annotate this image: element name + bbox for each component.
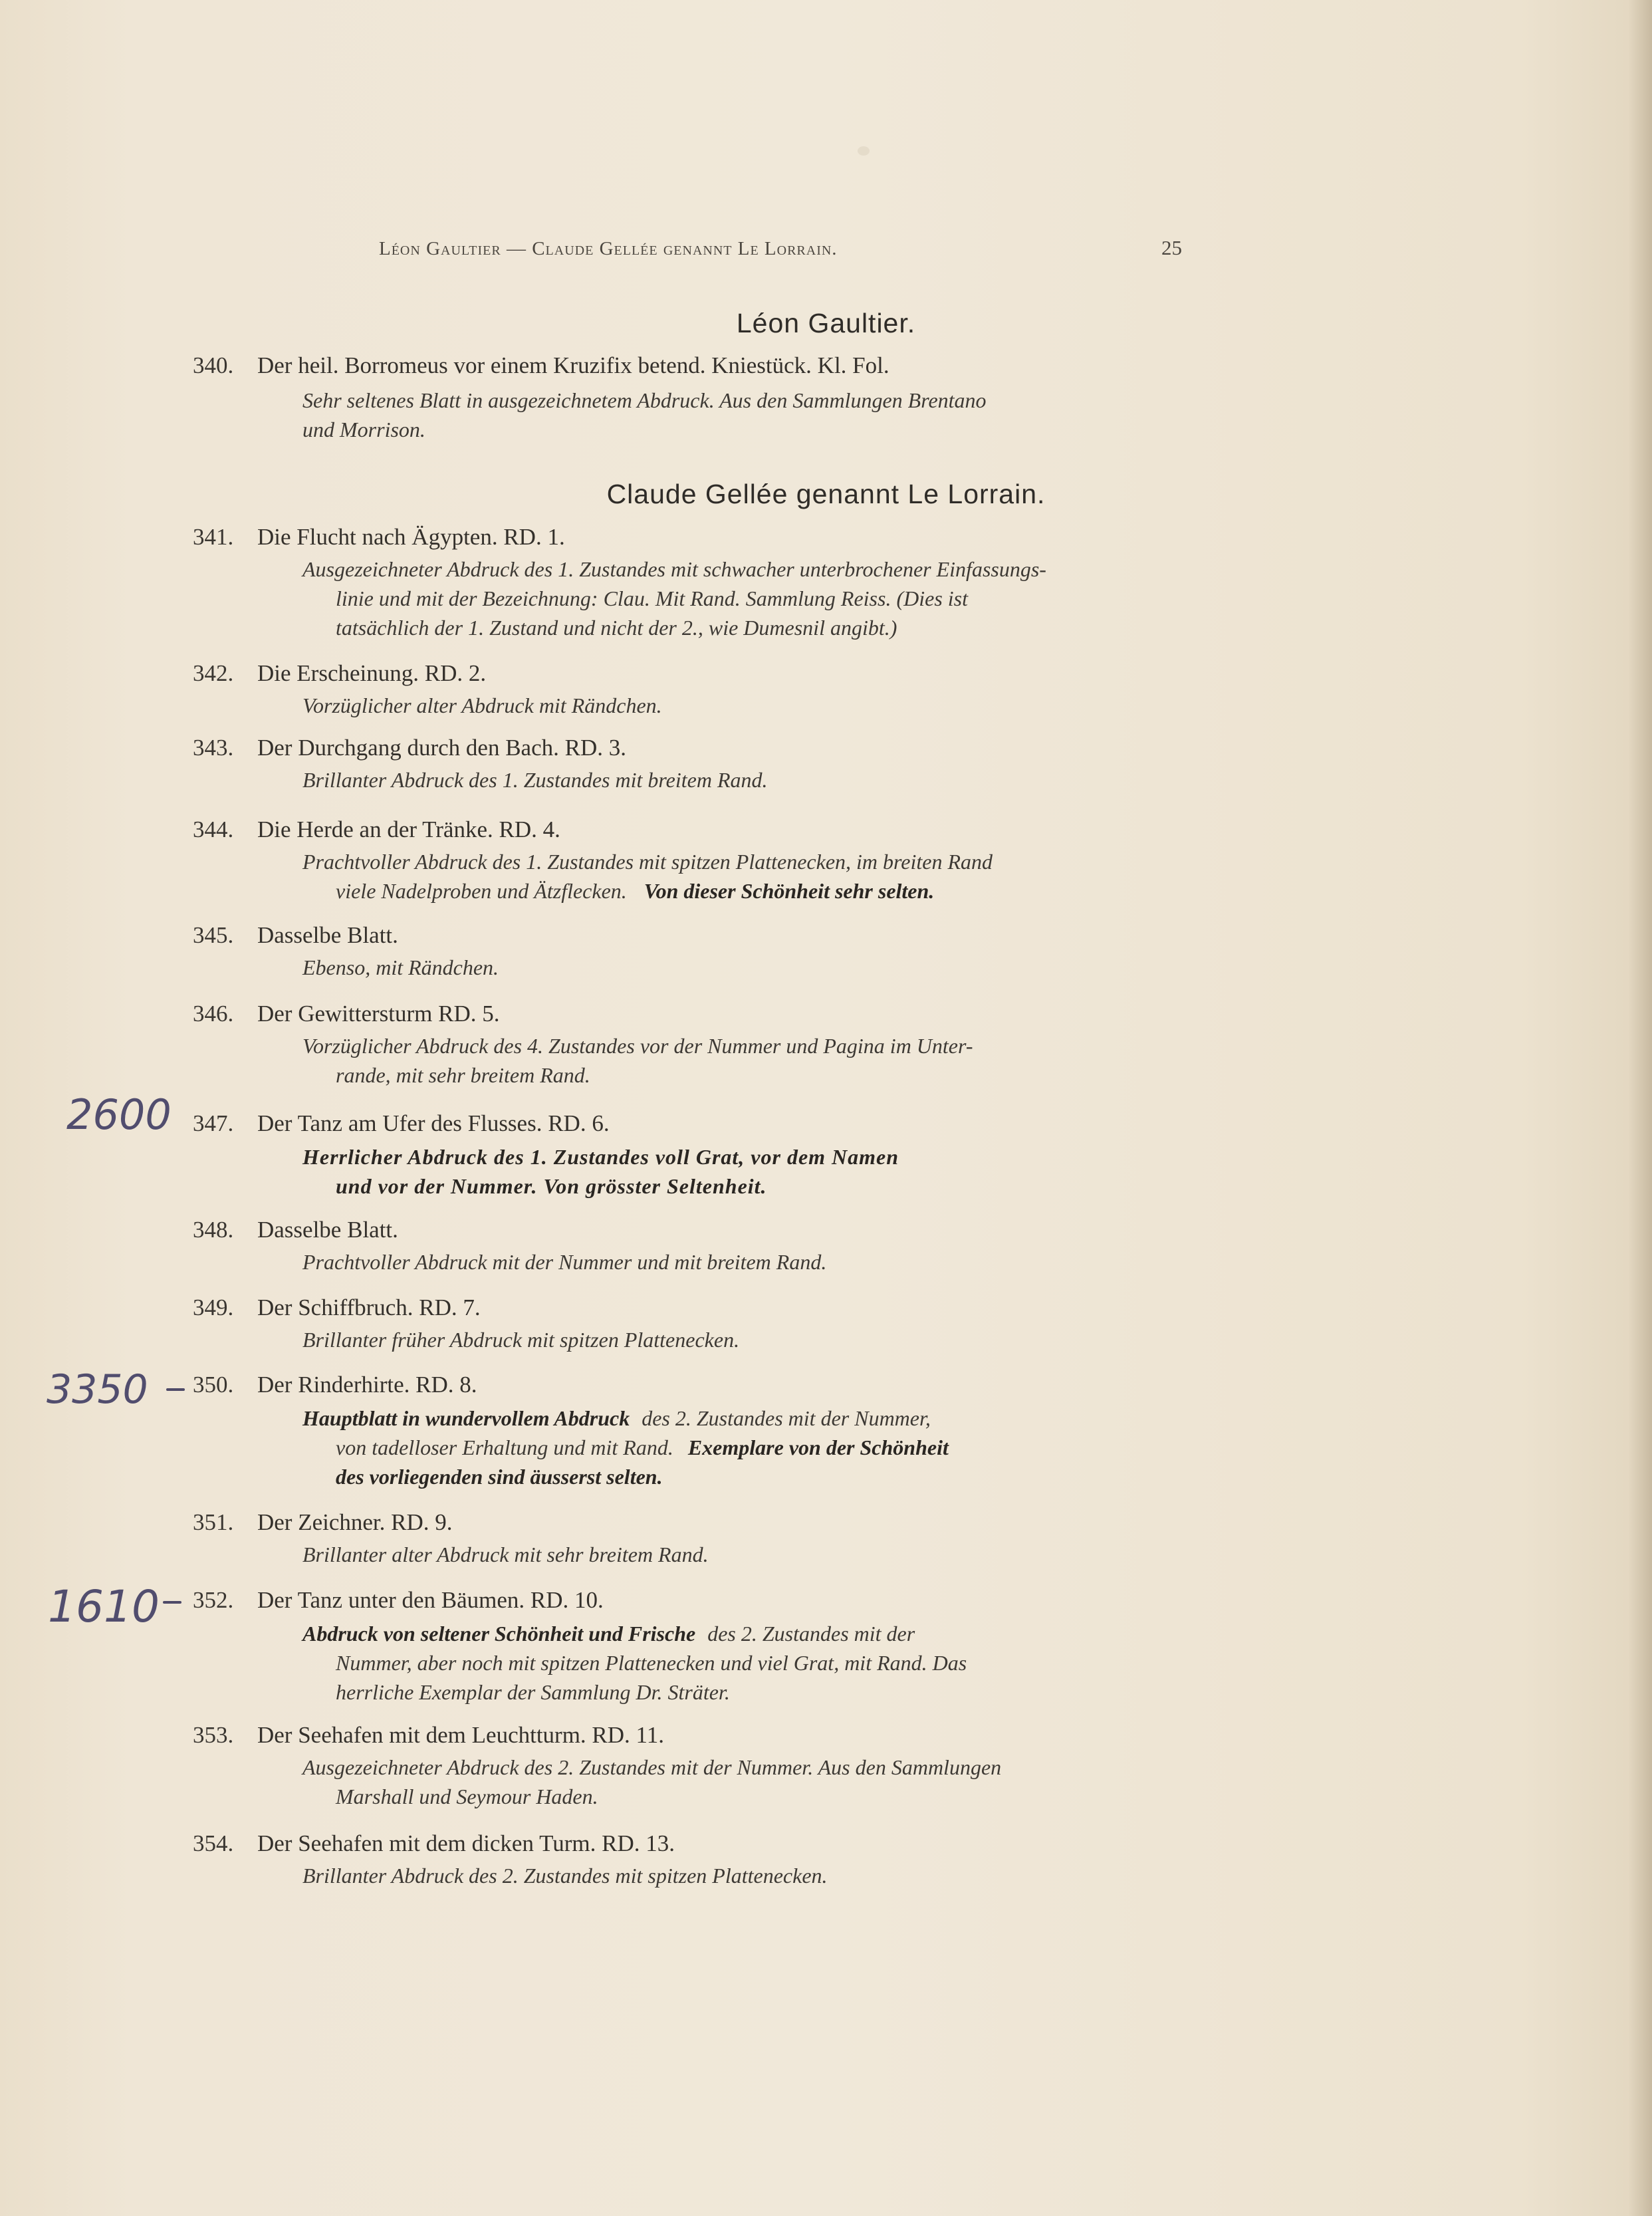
section-title-lorrain: Claude Gellée genannt Le Lorrain. (606, 479, 1046, 509)
description-line: Ausgezeichneter Abdruck des 1. Zustandes mit schwacher unterbrochener Einfassungs- (302, 557, 1046, 581)
entry-number: 342. (193, 660, 234, 686)
entry-number: 351. (193, 1509, 234, 1535)
entry-title: Dasselbe Blatt. (257, 922, 398, 948)
entry-description (302, 847, 1187, 906)
entry-description (302, 1619, 1187, 1707)
entry-description (302, 1753, 1187, 1811)
entry-description (302, 1325, 1187, 1354)
description-emphasis: Exemplare von der Schönheit (687, 1435, 949, 1459)
paper-stain (858, 146, 870, 156)
page-number: 25 (1161, 236, 1182, 259)
entry-title: Der Rinderhirte. RD. 8. (257, 1372, 477, 1398)
description-line: Brillanter früher Abdruck mit spitzen Plattenecken. (302, 1328, 740, 1352)
description-line: Sehr seltenes Blatt in ausgezeichnetem Abdruck. Aus den Sammlungen Brentano (302, 388, 987, 412)
description-line: Prachtvoller Abdruck mit der Nummer und mit breitem Rand. (302, 1250, 827, 1274)
description-line (302, 1619, 1187, 1648)
entry-number: 354. (193, 1830, 234, 1856)
description-emphasis: Von dieser Schönheit sehr selten. (644, 879, 935, 903)
entry-number: 343. (193, 735, 234, 761)
description-line: Ausgezeichneter Abdruck des 2. Zustandes mit der Nummer. Aus den Sammlungen (302, 1755, 1002, 1779)
handwritten-price-2600: 2600 (66, 1090, 172, 1139)
handwritten-price-1610: 1610 (48, 1581, 160, 1632)
entry-number: 348. (193, 1217, 234, 1243)
entry-title: Dasselbe Blatt. (257, 1217, 398, 1243)
description-line: Vorzüglicher Abdruck des 4. Zustandes vor der Nummer und Pagina im Unter- (302, 1034, 973, 1058)
description-line: Brillanter Abdruck des 1. Zustandes mit breitem Rand. (302, 768, 768, 792)
entry-title: Der Gewittersturm RD. 5. (257, 1001, 500, 1027)
description-line (302, 1404, 1187, 1433)
entry-description (302, 386, 1187, 444)
entry-description (302, 1861, 1187, 1890)
entry-number: 352. (193, 1587, 234, 1613)
description-line: Prachtvoller Abdruck des 1. Zustandes mit spitzen Plattenecken, im breiten Rand (302, 850, 993, 874)
entry-title: Die Flucht nach Ägypten. RD. 1. (257, 524, 565, 550)
entry-number: 349. (193, 1294, 234, 1320)
description-line: Brillanter alter Abdruck mit sehr breitem Rand. (302, 1542, 709, 1566)
entry-title: Der Durchgang durch den Bach. RD. 3. (257, 735, 626, 761)
entry-description (302, 691, 1187, 720)
description-text: des 2. Zustandes mit der (707, 1622, 915, 1646)
description-line: und vor der Nummer. Von grösster Seltenheit. (336, 1174, 767, 1198)
entry-description (302, 1247, 1187, 1277)
handwritten-price-3350: 3350 (47, 1366, 148, 1413)
entry-description (302, 1404, 1187, 1491)
entry-description (302, 554, 1187, 642)
description-line: Ebenso, mit Rändchen. (302, 955, 499, 979)
entry-number: 353. (193, 1722, 234, 1748)
description-line: Herrlicher Abdruck des 1. Zustandes voll Grat, vor dem Namen (302, 1145, 899, 1169)
entry-title: Die Herde an der Tränke. RD. 4. (257, 816, 560, 842)
entry-description (302, 1142, 1187, 1201)
description-line: herrliche Exemplar der Sammlung Dr. Sträter. (336, 1680, 730, 1704)
description-line: und Morrison. (302, 418, 425, 441)
description-line (302, 876, 1187, 906)
running-head: Léon Gaultier — Claude Gellée genannt Le Lorrain. (379, 238, 838, 259)
entry-title: Der Tanz unter den Bäumen. RD. 10. (257, 1587, 604, 1613)
description-line: Nummer, aber noch mit spitzen Plattenecken und viel Grat, mit Rand. Das (336, 1651, 967, 1675)
entry-number: 345. (193, 922, 234, 948)
entry-number: 344. (193, 816, 234, 842)
entry-title: Der Seehafen mit dem dicken Turm. RD. 13. (257, 1830, 675, 1856)
description-line: linie und mit der Bezeichnung: Clau. Mit Rand. Sammlung Reiss. (Dies ist (336, 586, 968, 610)
description-line: rande, mit sehr breitem Rand. (336, 1063, 590, 1087)
description-emphasis: des vorliegenden sind äusserst selten. (336, 1465, 663, 1489)
entry-title: Der Schiffbruch. RD. 7. (257, 1294, 481, 1320)
description-text: viele Nadelproben und Ätzflecken. (336, 879, 627, 903)
entry-title: Der Seehafen mit dem Leuchtturm. RD. 11. (257, 1722, 665, 1748)
description-text: des 2. Zustandes mit der Nummer, (642, 1406, 931, 1430)
description-line: Vorzüglicher alter Abdruck mit Rändchen. (302, 693, 662, 717)
entry-description (302, 765, 1187, 795)
entry-number: 347. (193, 1110, 234, 1136)
handwritten-dash (166, 1388, 185, 1391)
entry-title: Der heil. Borromeus vor einem Kruzifix betend. Kniestück. Kl. Fol. (257, 352, 889, 378)
description-line: tatsächlich der 1. Zustand und nicht der 2., wie Dumesnil angibt.) (336, 616, 897, 640)
entry-number: 350. (193, 1372, 234, 1398)
entry-number: 341. (193, 524, 234, 550)
handwritten-dash (163, 1601, 181, 1604)
entry-title: Der Tanz am Ufer des Flusses. RD. 6. (257, 1110, 610, 1136)
entry-description (302, 1540, 1187, 1569)
description-line: Marshall und Seymour Haden. (336, 1785, 598, 1808)
description-text: von tadelloser Erhaltung und mit Rand. (336, 1435, 673, 1459)
description-emphasis: Hauptblatt in wundervollem Abdruck (302, 1406, 630, 1430)
description-line: Brillanter Abdruck des 2. Zustandes mit spitzen Plattenecken. (302, 1864, 828, 1888)
description-emphasis: Abdruck von seltener Schönheit und Frische (302, 1622, 696, 1646)
description-line (302, 1462, 1187, 1491)
section-title-gaultier: Léon Gaultier. (736, 308, 916, 338)
entry-description (302, 1031, 1187, 1090)
entry-description (302, 953, 1187, 982)
entry-number: 346. (193, 1001, 234, 1027)
entry-number: 340. (193, 352, 234, 378)
entry-title: Die Erscheinung. RD. 2. (257, 660, 487, 686)
entry-title: Der Zeichner. RD. 9. (257, 1509, 453, 1535)
description-line (302, 1433, 1187, 1462)
